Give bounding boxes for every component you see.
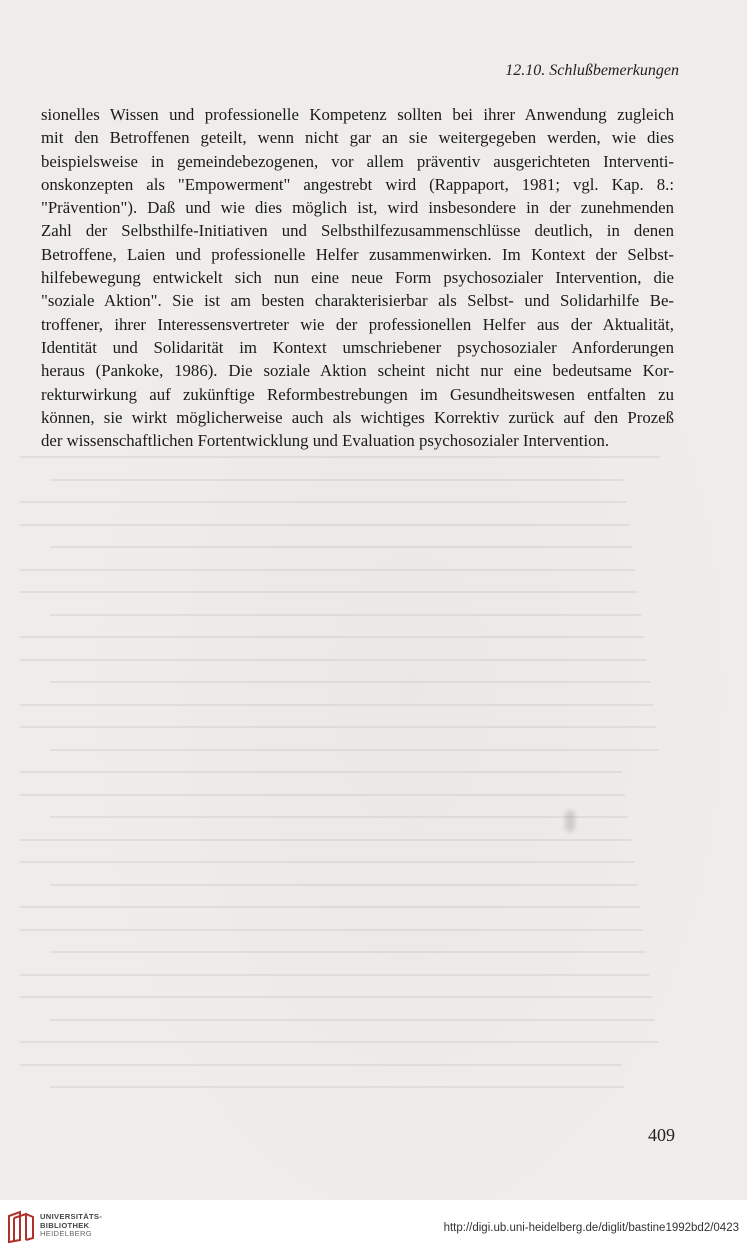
- show-through-line: [20, 501, 626, 503]
- paragraph-line: Betroffene, Laien und professionelle Helfer zusammenwirken. Im Kontext der Selbst-: [41, 244, 674, 264]
- page-number: 409: [648, 1125, 675, 1145]
- page-smudge: [565, 810, 575, 832]
- paragraph-line: hilfebewegung entwickelt sich nun eine neue Form psychosozialer Intervention, die: [41, 268, 674, 288]
- show-through-line: [50, 614, 641, 616]
- show-through-line: [50, 1086, 624, 1088]
- show-through-line: [20, 974, 649, 976]
- paragraph-line: Zahl der Selbsthilfe-Initiativen und Selbsthilfezusammenschlüsse deutlich, in denen: [41, 221, 674, 241]
- show-through-line: [20, 839, 631, 841]
- body-paragraph: [41, 103, 674, 452]
- show-through-line: [20, 659, 647, 661]
- library-name: [40, 1213, 102, 1239]
- show-through-line: [50, 951, 646, 953]
- paragraph-line: können, sie wirkt möglicherweise auch als wichtiges Korrektiv zurück auf den Prozeß: [41, 407, 674, 427]
- paragraph-line: Identität und Solidarität im Kontext umschriebener psychosozialer Anforderungen: [41, 337, 674, 357]
- library-name-line: HEIDELBERG: [40, 1229, 92, 1239]
- show-through-line: [20, 569, 635, 571]
- paragraph-line: "Prävention"). Daß und wie dies möglich ist, wird insbesondere in der zunehmenden: [41, 198, 674, 218]
- show-through-line: [50, 816, 628, 818]
- library-footer: [0, 1200, 747, 1255]
- show-through-line: [20, 726, 656, 728]
- show-through-line: [20, 929, 643, 931]
- show-through-line: [50, 749, 659, 751]
- paragraph-line: der wissenschaftlichen Fortentwicklung und Evaluation psychosozialer Intervention.: [41, 431, 610, 451]
- show-through-line: [20, 704, 653, 706]
- show-through-line: [50, 1019, 655, 1021]
- show-through-line: [20, 996, 652, 998]
- show-through-line: [20, 861, 634, 863]
- show-through-line: [20, 591, 638, 593]
- show-through-text: [20, 448, 740, 1108]
- show-through-line: [50, 479, 623, 481]
- show-through-line: [20, 794, 625, 796]
- show-through-line: [50, 681, 650, 683]
- show-through-line: [20, 524, 629, 526]
- show-through-line: [20, 636, 644, 638]
- paragraph-line: sionelles Wissen und professionelle Kompetenz sollten bei ihrer Anwendung zugleich: [41, 105, 674, 124]
- paragraph-line: "soziale Aktion". Sie ist am besten charakterisierbar als Selbst- und Solidarhilfe Be-: [41, 291, 674, 311]
- running-head: 12.10. Schlußbemerkungen: [505, 62, 679, 79]
- paragraph-line: mit den Betroffenen geteilt, wenn nicht gar an sie weitergegeben werden, wie dies: [41, 128, 674, 148]
- show-through-line: [50, 546, 632, 548]
- show-through-line: [20, 1041, 658, 1043]
- show-through-line: [20, 456, 660, 458]
- paragraph-line: heraus (Pankoke, 1986). Die soziale Aktion scheint nicht nur eine bedeutsame Kor-: [41, 361, 674, 381]
- library-name-line: UNIVERSITÄTS-: [40, 1212, 103, 1221]
- show-through-line: [20, 1064, 621, 1066]
- show-through-line: [50, 884, 637, 886]
- paragraph-line: rekturwirkung auf zukünftige Reformbestrebungen im Gesundheitswesen entfalten zu: [41, 384, 674, 404]
- paragraph-line: beispielsweise in gemeindebezogenen, vor allem präventiv ausgerichteten Interventi-: [41, 151, 674, 171]
- paragraph-line: onskonzepten als "Empowerment" angestrebt wird (Rappaport, 1981; vgl. Kap. 8.:: [41, 174, 674, 194]
- show-through-line: [20, 771, 622, 773]
- source-url-link[interactable]: http://digi.ub.uni-heidelberg.de/diglit/bastine1992bd2/0423: [443, 1222, 739, 1234]
- show-through-line: [20, 906, 640, 908]
- library-name-line: BIBLIOTHEK: [40, 1220, 90, 1230]
- paragraph-line: troffener, ihrer Interessensvertreter wie der professionellen Helfer aus der Aktualität,: [41, 314, 674, 334]
- library-logo-icon: [6, 1210, 36, 1244]
